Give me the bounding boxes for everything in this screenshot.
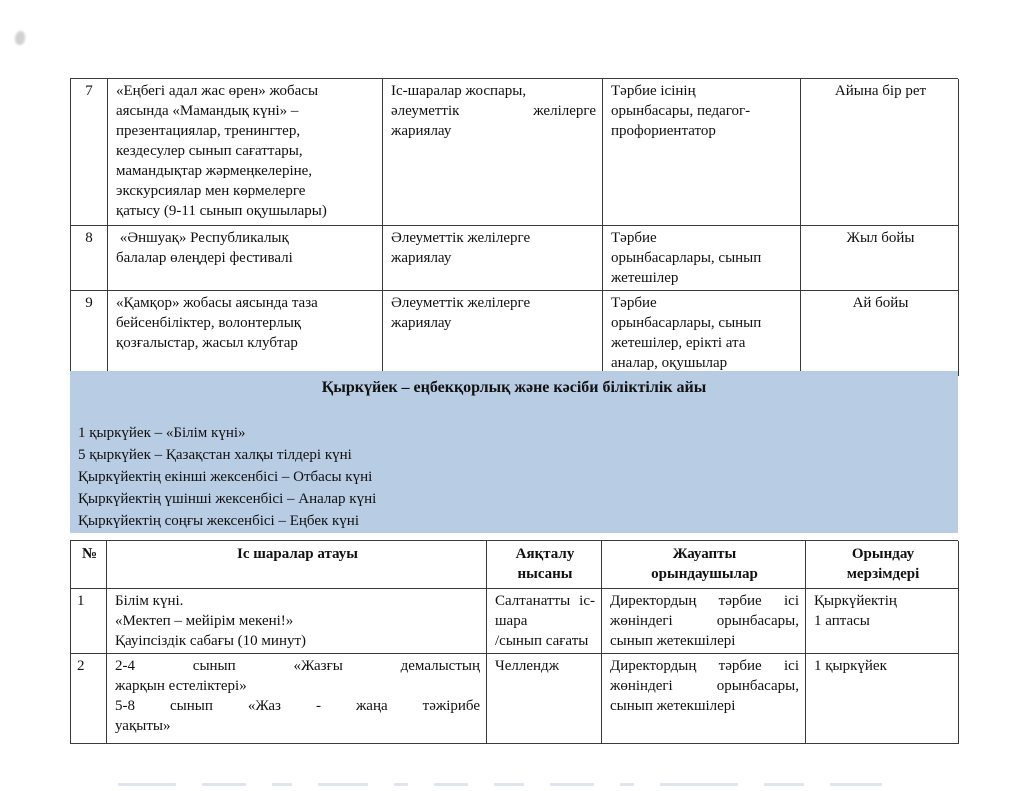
row-number-cell: 8	[71, 226, 108, 291]
period-cell: Айына бір рет	[801, 79, 959, 226]
format-cell: Іс-шаралар жоспары, әлеуметтік желілерге жариялау	[383, 79, 603, 226]
format-cell: Челлендж	[487, 654, 602, 744]
responsible-cell: Тәрбие орынбасарлары, сынып жетешілер, ерікті ата аналар, оқушылар	[603, 291, 801, 376]
calendar-date-line: Қыркүйектің соңғы жексенбісі – Еңбек күні	[78, 513, 360, 529]
responsible-cell: Директордың тәрбие ісі жөніндегі орынбасары, сынып жетекшілері	[602, 654, 806, 744]
activity-cell: «Еңбегі адал жас өрен» жобасы аясында «Мамандық күні» – презентациялар, тренингтер, кездесулер сынып сағаттары, мамандықтар жәрмеңкелеріне, экскурсиялар мен көрмелерге қатысу (9-11 сынып оқушылары)	[108, 79, 383, 226]
header-period: Орындау мерзімдері	[806, 541, 959, 589]
table-row	[71, 79, 958, 226]
scan-smudge-artifact	[15, 31, 25, 45]
format-cell: Салтанатты іс-шара /сынып сағаты	[487, 589, 602, 654]
table-upper	[70, 78, 958, 376]
activity-cell: «Қамқор» жобасы аясында таза бейсенбіліктер, волонтерлық қозғалыстар, жасыл клубтар	[108, 291, 383, 376]
table-row	[71, 589, 958, 654]
calendar-date-line: Қыркүйектің үшінші жексенбісі – Аналар күні	[78, 491, 377, 507]
september-section-banner	[70, 371, 958, 533]
table-header-row	[71, 541, 958, 589]
table-row	[71, 654, 958, 744]
calendar-date-line: 1 қыркүйек – «Білім күні»	[78, 425, 246, 441]
page-bottom-cutoff-band	[118, 783, 1010, 787]
format-cell: Әлеуметтік желілерге жариялау	[383, 291, 603, 376]
header-num: №	[71, 541, 107, 589]
period-cell: Ай бойы	[801, 291, 959, 376]
responsible-cell: Тәрбие орынбасарлары, сынып жетешілер	[603, 226, 801, 291]
header-activity: Іс шаралар атауы	[107, 541, 487, 589]
activity-cell: «Әншуақ» Республикалық балалар өлеңдері фестивалі	[108, 226, 383, 291]
table-row	[71, 291, 958, 376]
row-number-cell: 2	[71, 654, 107, 744]
header-format: Аяқталу нысаны	[487, 541, 602, 589]
calendar-date-line: 5 қыркүйек – Қазақстан халқы тілдері күні	[78, 447, 352, 463]
row-number-cell: 1	[71, 589, 107, 654]
header-responsible: Жауапты орындаушылар	[602, 541, 806, 589]
activity-cell: 2-4 сынып «Жазғы демалыстың жарқын естеліктері» 5-8 сынып «Жаз - жаңа тәжірибе уақыты»	[107, 654, 487, 744]
row-number-cell: 7	[71, 79, 108, 226]
responsible-cell: Тәрбие ісінің орынбасары, педагог- профориентатор	[603, 79, 801, 226]
period-cell: Қыркүйектің 1 аптасы	[806, 589, 959, 654]
table-row	[71, 226, 958, 291]
row-number-cell: 9	[71, 291, 108, 376]
period-cell: 1 қыркүйек	[806, 654, 959, 744]
table-september	[70, 540, 958, 744]
responsible-cell: Директордың тәрбие ісі жөніндегі орынбасары, сынып жетекшілері	[602, 589, 806, 654]
format-cell: Әлеуметтік желілерге жариялау	[383, 226, 603, 291]
calendar-date-line: Қыркүйектің екінші жексенбісі – Отбасы күні	[78, 469, 373, 485]
period-cell: Жыл бойы	[801, 226, 959, 291]
section-title: Қыркүйек – еңбекқорлық және кәсіби біліктілік айы	[321, 379, 707, 396]
activity-cell: Білім күні. «Мектеп – мейірім мекені!» Қауіпсіздік сабағы (10 минут)	[107, 589, 487, 654]
